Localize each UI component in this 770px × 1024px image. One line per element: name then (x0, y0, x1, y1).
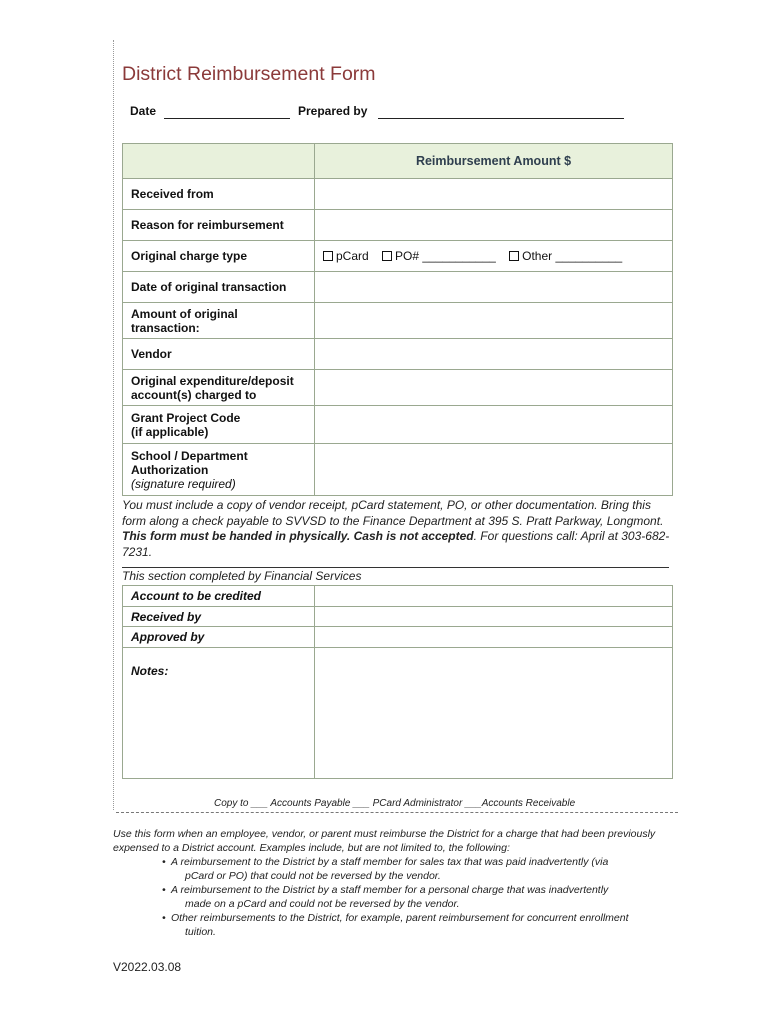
expenditure-account-field[interactable] (315, 370, 673, 406)
vendor-field[interactable] (315, 339, 673, 370)
instructions-part1: You must include a copy of vendor receipt, pCard statement, PO, or other documentation. Bring this form along a check payable to SVVSD to the Finance Department at 395 S. Pratt Parkway, Longmont. (122, 498, 664, 528)
grant-code-label-cell (123, 406, 315, 444)
authorization-label: School / Department Authorization (131, 448, 248, 477)
received-from-label: Received from (123, 179, 315, 210)
other-option-label: Other __________ (522, 249, 623, 263)
pcard-checkbox[interactable] (323, 249, 369, 263)
date-label: Date (130, 104, 157, 118)
grant-code-sublabel: (if applicable) (131, 424, 209, 439)
received-by-label: Received by (123, 607, 315, 627)
bullet-1-line2: pCard or PO) that could not be reversed by the vendor. (185, 870, 441, 882)
approved-by-label: Approved by (123, 627, 315, 648)
list-item: • Other reimbursements to the District, for example, parent reimbursement for concurrent enrollment tuition. (171, 911, 673, 939)
po-option-label: PO# ___________ (395, 249, 496, 263)
bullet-2-line1: A reimbursement to the District by a staff member for a personal charge that was inadvertently (171, 884, 609, 896)
original-amount-field[interactable] (315, 303, 673, 339)
form-title: District Reimbursement Form (122, 63, 376, 85)
section-divider (122, 567, 669, 568)
pcard-option-label: pCard (336, 249, 369, 263)
prepared-by-label: Prepared by (298, 104, 368, 118)
received-from-field[interactable] (315, 179, 673, 210)
reimbursement-table (122, 143, 673, 496)
prepared-by-field[interactable] (378, 118, 624, 119)
version-label: V2022.03.08 (113, 960, 182, 974)
usage-intro: Use this form when an employee, vendor, or parent must reimburse the District for a charge that had been previously expensed to a District account. Examples include, but are not limited to, the following: (113, 828, 656, 854)
other-checkbox[interactable] (509, 249, 622, 263)
expenditure-account-label: Original expenditure/deposit account(s) charged to (123, 370, 315, 406)
copy-to-line: Copy to ___ Accounts Payable ___ PCard Administrator ___Accounts Receivable (214, 798, 576, 809)
bullet-3-line2: tuition. (185, 926, 216, 938)
list-item: • A reimbursement to the District by a staff member for a personal charge that was inadvertently made on a pCard and could not be reversed by the vendor. (171, 883, 673, 911)
authorization-label-cell (123, 444, 315, 496)
vendor-label: Vendor (123, 339, 315, 370)
header-empty-cell (123, 144, 315, 179)
reason-label: Reason for reimbursement (123, 210, 315, 241)
instructions (122, 498, 672, 560)
grant-code-field[interactable] (315, 406, 673, 444)
charge-type-options (315, 241, 673, 272)
notes-field[interactable] (315, 648, 673, 779)
grant-code-label: Grant Project Code (131, 410, 241, 425)
usage-instructions (113, 827, 673, 939)
financial-services-table (122, 585, 673, 779)
instructions-bold: This form must be handed in physically. Cash is not accepted (122, 529, 474, 543)
po-checkbox[interactable] (382, 249, 496, 263)
bullet-3-line1: Other reimbursements to the District, for example, parent reimbursement for concurrent enrollment (171, 912, 629, 924)
usage-bullets (113, 855, 673, 939)
authorization-signature-field[interactable] (315, 444, 673, 496)
bullet-1-line1: A reimbursement to the District by a staff member for sales tax that was paid inadvertently (via (171, 856, 609, 868)
approved-by-field[interactable] (315, 627, 673, 648)
reason-field[interactable] (315, 210, 673, 241)
cut-line (116, 812, 678, 813)
header-fields (130, 104, 630, 124)
notes-label: Notes: (123, 648, 315, 779)
original-date-field[interactable] (315, 272, 673, 303)
margin-guide (113, 40, 114, 810)
account-credited-label: Account to be credited (123, 586, 315, 607)
instructions-part2: . For questions call: April at 303-682-7231. (122, 529, 670, 559)
charge-type-label: Original charge type (123, 241, 315, 272)
received-by-field[interactable] (315, 607, 673, 627)
reimbursement-amount-header: Reimbursement Amount $ (315, 144, 673, 179)
list-item: • A reimbursement to the District by a staff member for sales tax that was paid inadvertently (via pCard or PO) that could not be reversed by the vendor. (171, 855, 673, 883)
financial-services-label: This section completed by Financial Services (122, 569, 362, 583)
signature-note: (signature required) (131, 476, 236, 491)
account-credited-field[interactable] (315, 586, 673, 607)
original-amount-label: Amount of original transaction: (123, 303, 315, 339)
bullet-2-line2: made on a pCard and could not be reversed by the vendor. (185, 898, 460, 910)
date-field[interactable] (164, 118, 290, 119)
original-date-label: Date of original transaction (123, 272, 315, 303)
